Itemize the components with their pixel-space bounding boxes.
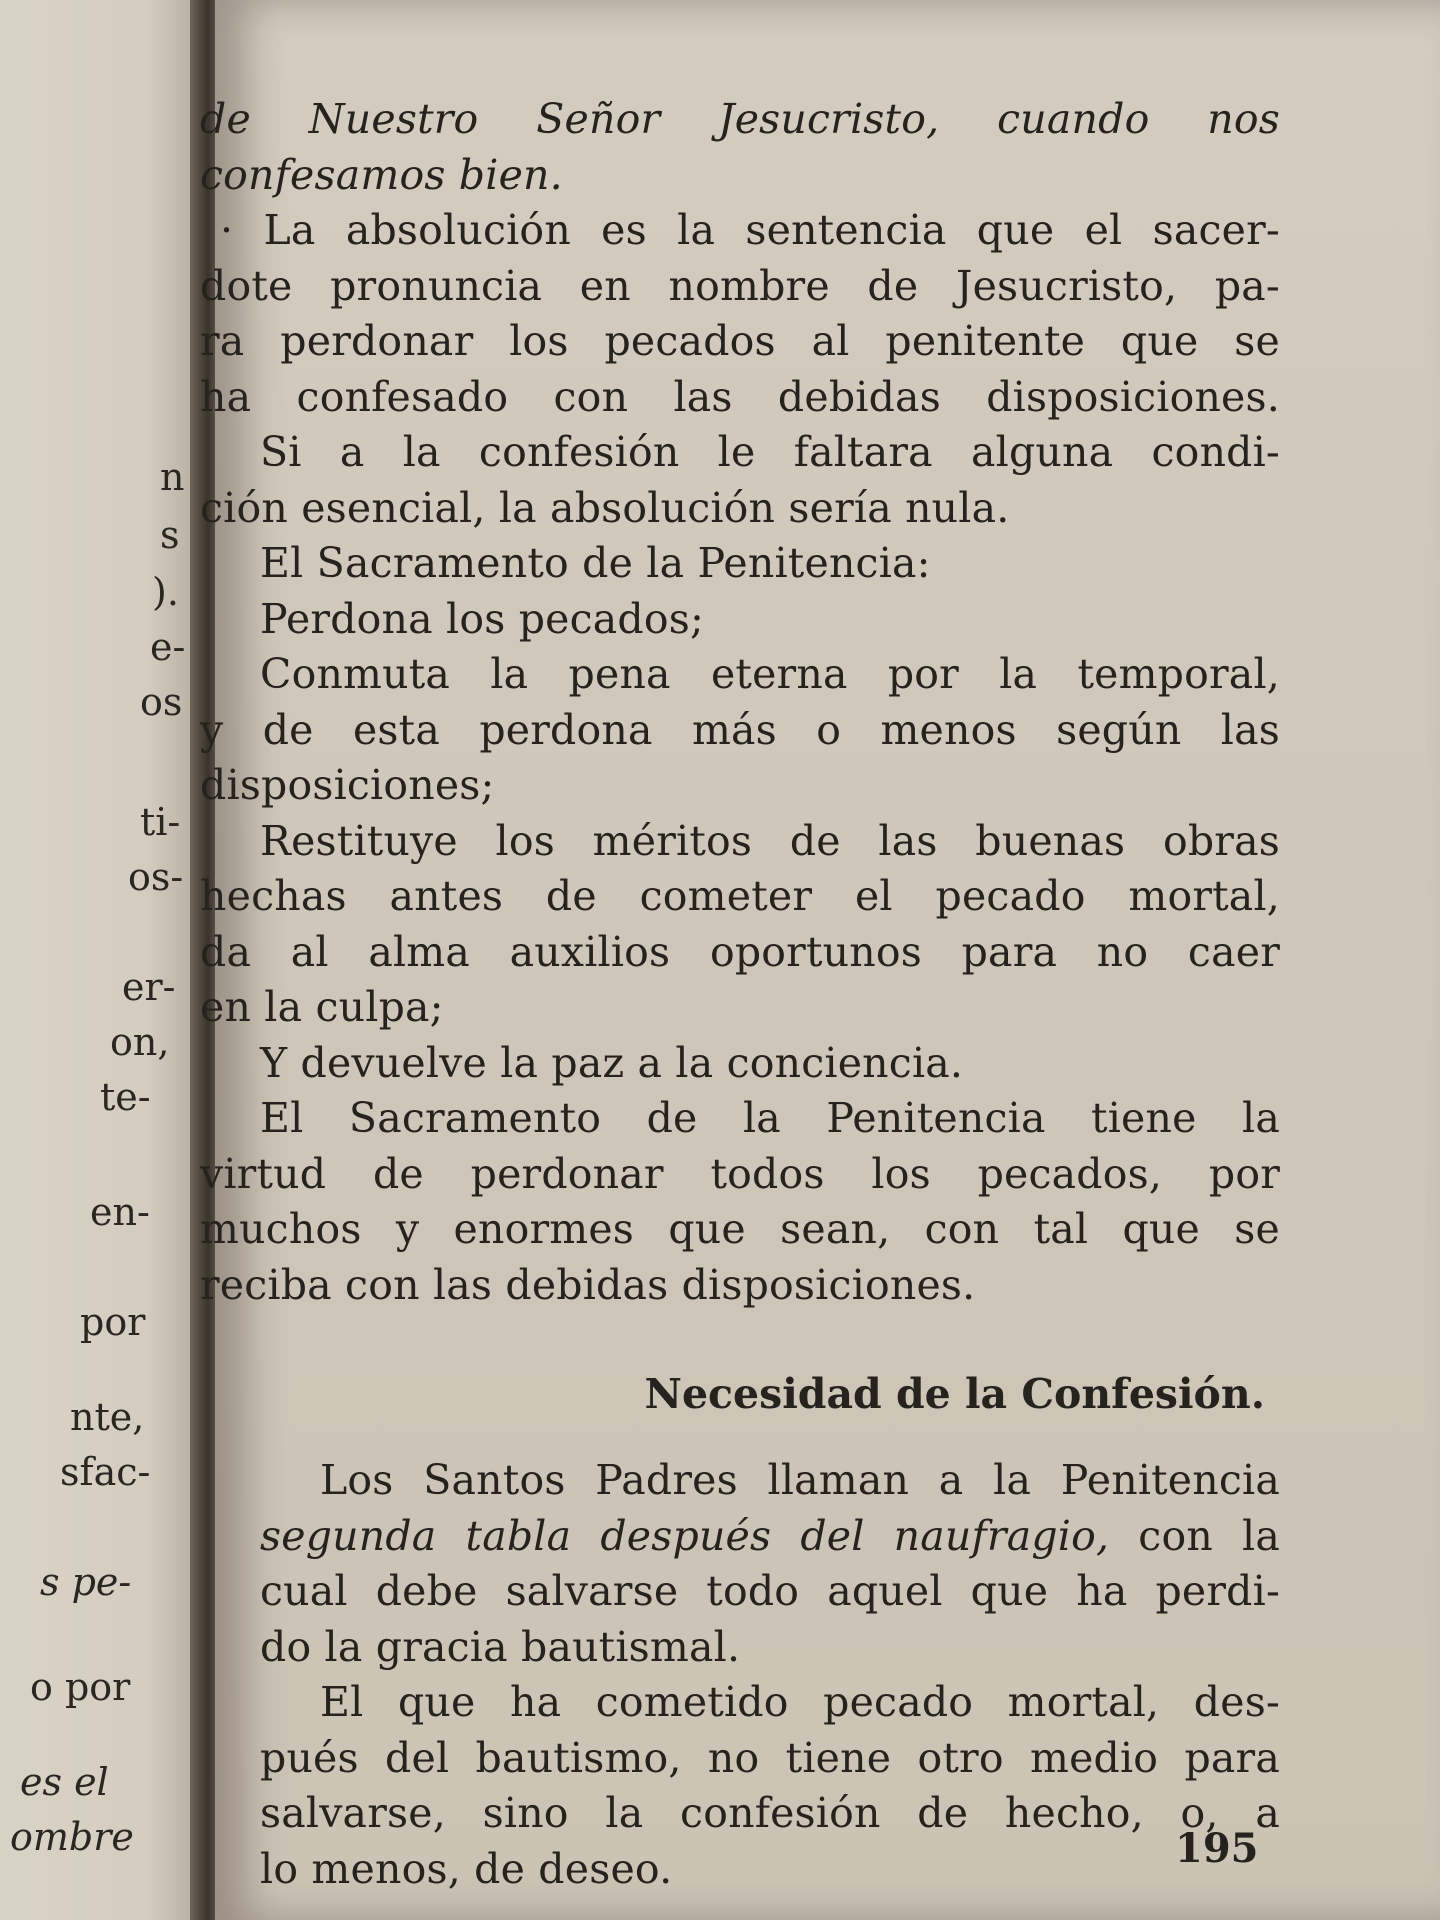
text-line: · La absolución es la sentencia que el sacer-: [220, 206, 1280, 254]
text-line: Los Santos Padres llaman a la Penitencia: [320, 1456, 1280, 1504]
list-item-continued: y de esta perdona más o menos según las: [200, 705, 1280, 754]
text-line: Si a la confesión le faltara alguna condi-: [260, 428, 1280, 476]
left-fragment: nte,: [70, 1395, 145, 1439]
text-line: pués del bautismo, no tiene otro medio para: [260, 1733, 1280, 1782]
left-fragment: n: [160, 455, 185, 499]
text-line: El que ha cometido pecado mortal, des-: [320, 1678, 1280, 1726]
text-line: salvarse, sino la confesión de hecho, o, a: [260, 1789, 1280, 1837]
list-item-continued: en la culpa;: [200, 983, 444, 1031]
left-fragment: te-: [100, 1075, 151, 1119]
list-item-continued: hechas antes de cometer el pecado mortal,: [200, 872, 1280, 920]
text-line: dote pronuncia en nombre de Jesucristo, pa-: [200, 261, 1280, 310]
left-fragment: os-: [128, 855, 184, 899]
left-fragment: sfac-: [60, 1450, 151, 1494]
left-fragment: os: [140, 680, 183, 724]
text-line: El Sacramento de la Penitencia tiene la: [260, 1094, 1280, 1142]
left-page: [0, 0, 210, 1920]
page-number: 195: [1175, 1825, 1259, 1872]
paragraph-absolution: [200, 203, 1280, 425]
left-fragment: on,: [110, 1020, 170, 1064]
list-item-continued: disposiciones;: [200, 761, 495, 809]
list-intro: El Sacramento de la Penitencia:: [260, 539, 931, 587]
list-item: Perdona los pecados;: [260, 594, 704, 643]
left-fragment: ti-: [140, 800, 181, 844]
section-heading: Necesidad de la Confesión.: [644, 1370, 1265, 1418]
text-line: [260, 1509, 1280, 1565]
left-fragment: por: [80, 1300, 146, 1344]
paragraph-virtue: [200, 1091, 1280, 1313]
left-fragment: e-: [150, 625, 186, 669]
text-line: lo menos, de deseo.: [260, 1844, 673, 1893]
page-text: [200, 92, 1280, 1897]
left-fragment: ).: [152, 570, 179, 614]
text-line: ha confesado con las debidas disposiciones.: [200, 372, 1280, 421]
text-line: cual debe salvarse todo aquel que ha perdi-: [260, 1567, 1280, 1615]
list-item: Conmuta la pena eterna por la temporal,: [260, 650, 1280, 698]
paragraph-intro: [200, 92, 1280, 203]
list-effects: [200, 536, 1280, 1091]
italic-phrase: segunda tabla después del naufragio,: [260, 1511, 1110, 1560]
section-necesidad: [200, 1453, 1280, 1897]
text-line: virtud de perdonar todos los pecados, por: [200, 1149, 1280, 1198]
text-line: de Nuestro Señor Jesucristo, cuando nos: [200, 95, 1280, 143]
left-fragment: en-: [90, 1190, 150, 1234]
text-line: do la gracia bautismal.: [260, 1622, 741, 1671]
left-fragment: s: [160, 513, 180, 557]
list-item: Y devuelve la paz a la conciencia.: [260, 1038, 964, 1087]
left-fragment: es el: [20, 1760, 109, 1804]
text-line: reciba con las debidas disposiciones.: [200, 1260, 976, 1309]
paragraph-fathers: [260, 1453, 1280, 1675]
list-item-continued: da al alma auxilios oportunos para no caer: [200, 927, 1280, 976]
list-item: Restituye los méritos de las buenas obras: [260, 816, 1280, 865]
text-line: muchos y enormes que sean, con tal que se: [200, 1205, 1280, 1253]
left-fragment: er-: [122, 965, 176, 1009]
text-line: ra perdonar los pecados al penitente que se: [200, 317, 1280, 365]
paragraph-mortal: [260, 1675, 1280, 1897]
paragraph-null: [200, 425, 1280, 536]
left-fragment: s pe-: [40, 1560, 132, 1604]
left-fragment: o por: [30, 1665, 131, 1709]
left-fragment: ombre: [10, 1815, 134, 1859]
text-line: ción esencial, la absolución sería nula.: [200, 483, 1010, 532]
text-line: confesamos bien.: [200, 150, 563, 199]
text-fragment: con la: [1109, 1511, 1281, 1560]
